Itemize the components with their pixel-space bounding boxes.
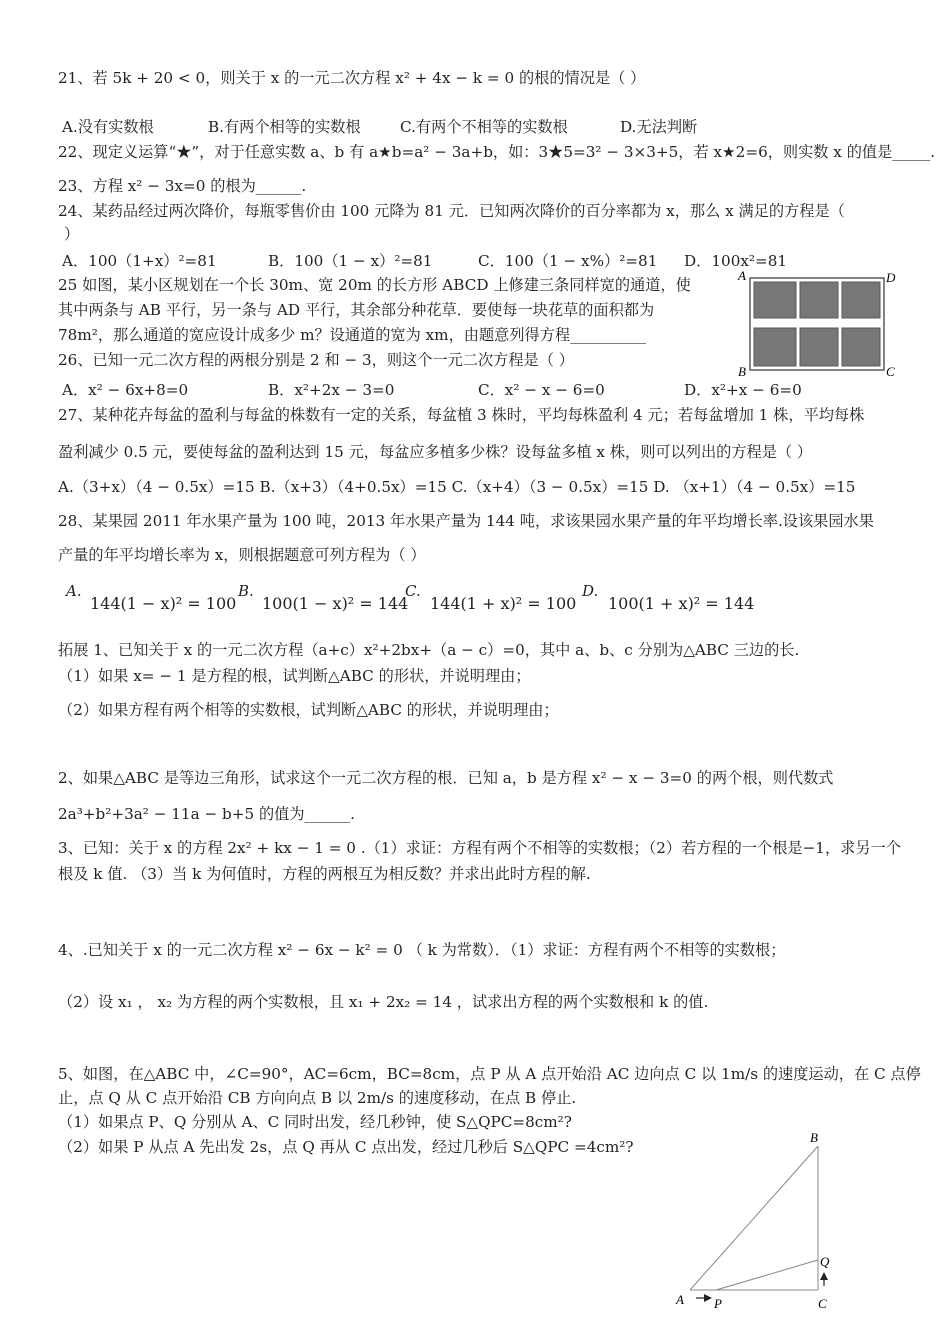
q24-option-d: D．100x²=81: [684, 252, 788, 270]
q26-option-a: A．x² − 6x+8=0: [62, 381, 189, 399]
q26-stem: 26、已知一元二次方程的两根分别是 2 和 − 3，则这个一元二次方程是（ ）: [58, 351, 574, 369]
q26-option-b: B．x²+2x − 3=0: [268, 381, 395, 399]
q27-line-2: 盈利减少 0.5 元，要使每盆的盈利达到 15 元，每盆应多植多少株？设每盆多植 x 株，则可以列出的方程是（ ）: [58, 443, 813, 461]
ext3-line-2: 根及 k 值. （3）当 k 为何值时，方程的两根互为相反数？并求出此时方程的解.: [58, 865, 591, 883]
ext3-line-1: 3、已知：关于 x 的方程 2x² + kx − 1 = 0 .（1）求证：方程有两个不相等的实数根；（2）若方程的一个根是−1，求另一个: [58, 839, 901, 857]
q28-line-2: 产量的年平均增长率为 x，则根据题意可列方程为（ ）: [58, 546, 426, 564]
q28-option-c-letter: C.: [405, 582, 421, 600]
q26-option-d: D．x²+x − 6=0: [684, 381, 802, 399]
q21-option-d: D.无法判断: [620, 118, 698, 136]
q28-option-b-letter: B.: [238, 582, 254, 600]
ext5-label-c: C: [818, 1296, 827, 1311]
ext5-triangle-figure: [668, 1126, 848, 1322]
q28-option-d-eq: 100(1 + x)² = 144: [608, 594, 755, 613]
ext1-line-1: 拓展 1、已知关于 x 的一元二次方程（a+c）x²+2bx+（a − c）=0，其中 a、b、c 分别为△ABC 三边的长.: [58, 641, 800, 659]
ext1-line-2: （1）如果 x= − 1 是方程的根，试判断△ABC 的形状，并说明理由；: [58, 667, 531, 685]
ext5-line-1: 5、如图，在△ABC 中，∠C=90°，AC=6cm，BC=8cm，点 P 从 A 点开始沿 AC 边向点 C 以 1m/s 的速度运动，在 C 点停: [58, 1065, 921, 1083]
q28-option-a-letter: A.: [66, 582, 82, 600]
ext5-line-3: （1）如果点 P、Q 分别从 A、C 同时出发，经几秒钟，使 S△QPC=8cm²?: [58, 1113, 572, 1131]
q27-line-1: 27、某种花卉每盆的盈利与每盆的株数有一定的关系，每盆植 3 株时，平均每株盈利 4 元；若每盆增加 1 株，平均每株: [58, 406, 865, 424]
ext2-line-1: 2、如果△ABC 是等边三角形，试求这个一元二次方程的根．已知 a，b 是方程 x² − x − 3=0 的两个根，则代数式: [58, 769, 834, 787]
q22-stem: 22、现定义运算“★”，对于任意实数 a、b 有 a★b=a² − 3a+b，如：3★5=3² − 3×3+5，若 x★2=6，则实数 x 的值是_____.: [58, 143, 936, 161]
ext5-label-p: P: [714, 1296, 722, 1311]
q24-option-a: A．100（1+x）²=81: [62, 252, 217, 270]
q24-option-b: B．100（1 − x）²=81: [268, 252, 433, 270]
ext5-label-b: B: [810, 1130, 818, 1145]
q21-option-c: C.有两个不相等的实数根: [400, 118, 568, 136]
q28-option-b-eq: 100(1 − x)² = 144: [262, 594, 409, 613]
q21-stem: 21、若 5k + 20 < 0，则关于 x 的一元二次方程 x² + 4x − k = 0 的根的情况是（ ）: [58, 69, 646, 87]
ext2-line-2: 2a³+b²+3a² − 11a − b+5 的值为______.: [58, 805, 355, 823]
ext5-label-a: A: [676, 1292, 684, 1307]
q23-stem: 23、方程 x² − 3x=0 的根为______.: [58, 177, 307, 195]
q28-option-a-eq: 144(1 − x)² = 100: [90, 594, 237, 613]
q21-option-b: B.有两个相等的实数根: [208, 118, 361, 136]
q28-option-d-letter: D.: [582, 582, 599, 600]
q26-option-c: C．x² − x − 6=0: [478, 381, 605, 399]
q25-line-1: 25 如图，某小区规划在一个长 30m、宽 20m 的长方形 ABCD 上修建三条同样宽的通道，使: [58, 276, 691, 294]
q25-line-2: 其中两条与 AB 平行，另一条与 AD 平行，其余部分种花草．要使每一块花草的面积都为: [58, 301, 655, 319]
q25-line-3: 78m²，那么通道的宽应设计成多少 m？设通道的宽为 xm，由题意列得方程__________: [58, 326, 647, 344]
ext5-line-2: 止，点 Q 从 C 点开始沿 CB 方向向点 B 以 2m/s 的速度移动，在点 B 停止.: [58, 1089, 577, 1107]
q21-option-a: A.没有实数根: [62, 118, 154, 136]
q28-line-1: 28、某果园 2011 年水果产量为 100 吨，2013 年水果产量为 144 吨，求该果园水果产量的年平均增长率.设该果园水果: [58, 512, 874, 530]
q25-label-b: B: [738, 364, 746, 379]
ext5-line-4: （2）如果 P 从点 A 先出发 2s，点 Q 再从 C 点出发，经过几秒后 S△QPC =4cm²?: [58, 1138, 634, 1156]
q25-label-d: D: [886, 270, 896, 285]
ext4-line-2: （2）设 x₁ ， x₂ 为方程的两个实数根，且 x₁ + 2x₂ = 14 ，试求出方程的两个实数根和 k 的值.: [58, 993, 709, 1011]
ext4-line-1: 4、.已知关于 x 的一元二次方程 x² − 6x − k² = 0 （ k 为常数）．（1）求证：方程有两个不相等的实数根；: [58, 941, 786, 959]
q24-option-c: C．100（1 − x%）²=81: [478, 252, 658, 270]
ext1-line-3: （2）如果方程有两个相等的实数根，试判断△ABC 的形状，并说明理由；: [58, 701, 559, 719]
q25-label-a: A: [738, 268, 746, 283]
q25-label-c: C: [886, 364, 895, 379]
q27-options: A.（3+x）（4 − 0.5x）=15 B.（x+3）（4+0.5x）=15 C.（x+4）（3 − 0.5x）=15 D. （x+1）（4 − 0.5x）=15: [58, 478, 856, 496]
q24-stem-end: ）: [64, 225, 80, 243]
q24-stem: 24、某药品经过两次降价，每瓶零售价由 100 元降为 81 元．已知两次降价的百分率都为 x，那么 x 满足的方程是（: [58, 202, 845, 220]
q25-rectangle-figure: [736, 268, 900, 380]
q28-option-c-eq: 144(1 + x)² = 100: [430, 594, 577, 613]
ext5-label-q: Q: [820, 1254, 830, 1269]
